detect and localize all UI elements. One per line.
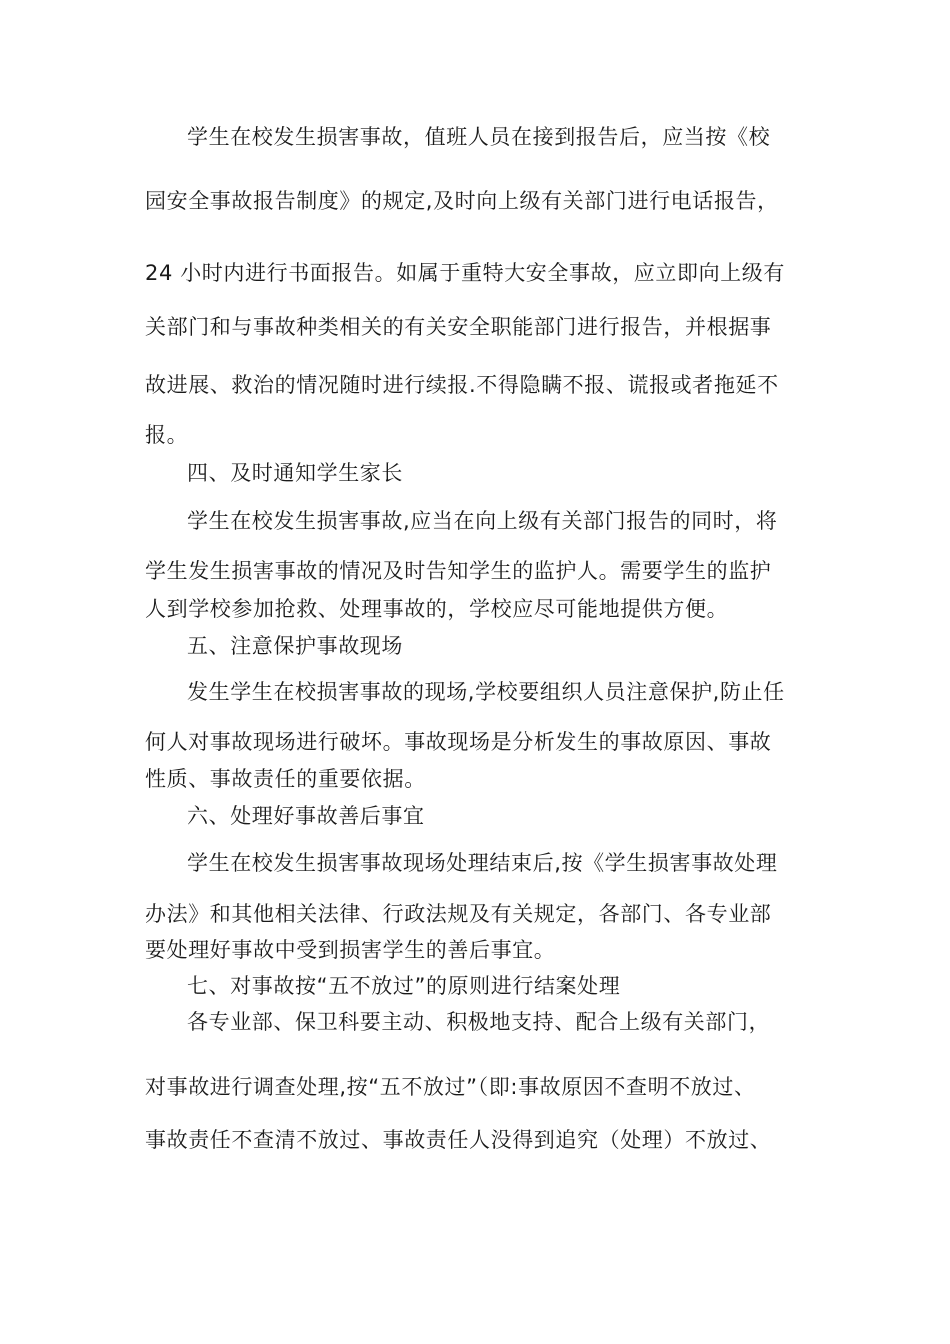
paragraph-line: 学生在校发生损害事故，值班人员在接到报告后，应当按《校 [187, 125, 771, 149]
paragraph-line: 何人对事故现场进行破坏。事故现场是分析发生的事故原因、事故 [145, 730, 772, 754]
section-heading: 七、对事故按“五不放过”的原则进行结案处理 [187, 974, 621, 998]
paragraph-line: 各专业部、保卫科要主动、积极地支持、配合上级有关部门， [187, 1010, 771, 1034]
paragraph-line: 人到学校参加抢救、处理事故的，学校应尽可能地提供方便。 [145, 597, 729, 621]
paragraph-line: 对事故进行调查处理,按“五不放过”（即:事故原因不查明不放过、 [145, 1075, 756, 1099]
paragraph-line: 故进展、救治的情况随时进行续报.不得隐瞒不报、谎报或者拖延不 [145, 373, 779, 397]
paragraph-line: 事故责任不查清不放过、事故责任人没得到追究（处理）不放过、 [145, 1128, 772, 1152]
paragraph-line: 报。 [145, 423, 189, 447]
paragraph-line: 发生学生在校损害事故的现场,学校要组织人员注意保护,防止任 [187, 680, 785, 704]
paragraph-line: 性质、事故责任的重要依据。 [145, 767, 426, 791]
paragraph-line: 办法》和其他相关法律、行政法规及有关规定，各部门、各专业部 [145, 902, 772, 926]
paragraph-line: 学生在校发生损害事故现场处理结束后,按《学生损害事故处理 [187, 851, 778, 875]
paragraph-line: 24 小时内进行书面报告。如属于重特大安全事故，应立即向上级有 [145, 261, 785, 285]
section-heading: 四、及时通知学生家长 [187, 461, 403, 485]
paragraph-line: 关部门和与事故种类相关的有关安全职能部门进行报告，并根据事 [145, 315, 772, 339]
paragraph-line: 要处理好事故中受到损害学生的善后事宜。 [145, 938, 556, 962]
paragraph-line: 学生发生损害事故的情况及时告知学生的监护人。需要学生的监护 [145, 559, 772, 583]
section-heading: 五、注意保护事故现场 [187, 634, 403, 658]
paragraph-line: 学生在校发生损害事故,应当在向上级有关部门报告的同时，将 [187, 509, 778, 533]
paragraph-line: 园安全事故报告制度》的规定,及时向上级有关部门进行电话报告， [145, 189, 779, 213]
section-heading: 六、处理好事故善后事宜 [187, 804, 425, 828]
